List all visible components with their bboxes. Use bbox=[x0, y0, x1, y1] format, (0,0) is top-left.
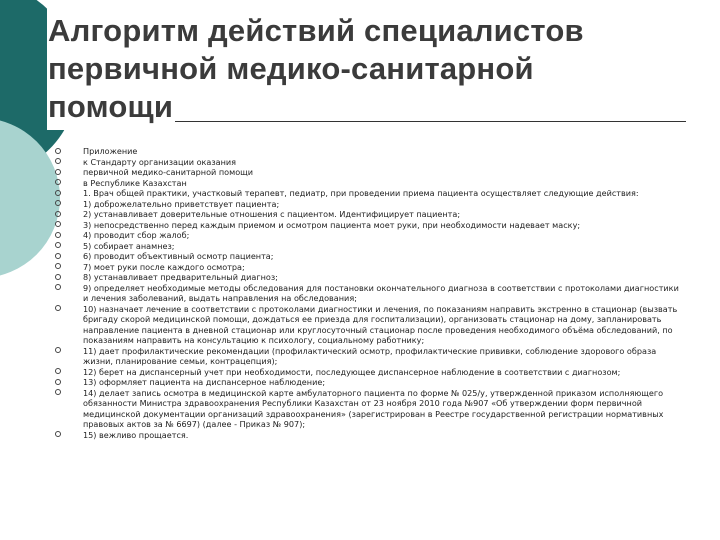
bullet-icon bbox=[55, 379, 61, 385]
bullet-icon bbox=[55, 190, 61, 196]
bullet-icon bbox=[55, 368, 61, 374]
bullet-icon bbox=[55, 253, 61, 259]
list-item: 7) моет руки после каждого осмотра; bbox=[50, 262, 682, 273]
list-item: в Республике Казахстан bbox=[50, 178, 682, 189]
list-item: 12) берет на диспансерный учет при необходимости, последующее диспансерное наблюдение в соответствии с диагнозом; bbox=[50, 367, 682, 378]
list-item: 3) непосредственно перед каждым приемом и осмотром пациента моет руки, при необходимости надевает маску; bbox=[50, 220, 682, 231]
list-item: первичной медико-санитарной помощи bbox=[50, 167, 682, 178]
bullet-icon bbox=[55, 169, 61, 175]
bullet-icon bbox=[55, 305, 61, 311]
list-item: 2) устанавливает доверительные отношения с пациентом. Идентифицирует пациента; bbox=[50, 209, 682, 220]
bullet-icon bbox=[55, 263, 61, 269]
slide-title bbox=[48, 12, 688, 126]
list-item: к Стандарту организации оказания bbox=[50, 157, 682, 168]
list-item: 15) вежливо прощается. bbox=[50, 430, 682, 441]
list-item: Приложение bbox=[50, 146, 682, 157]
slide-title-line-2: первичной медико-санитарной bbox=[48, 51, 534, 86]
bullet-icon bbox=[55, 274, 61, 280]
slide-title-line-3: помощи bbox=[48, 89, 174, 124]
bullet-icon bbox=[55, 221, 61, 227]
list-item: 4) проводит сбор жалоб; bbox=[50, 230, 682, 241]
bullet-icon bbox=[55, 179, 61, 185]
bullet-icon bbox=[55, 431, 61, 437]
bullet-icon bbox=[55, 389, 61, 395]
list-item: 5) собирает анамнез; bbox=[50, 241, 682, 252]
bullet-icon bbox=[55, 284, 61, 290]
list-item: 8) устанавливает предварительный диагноз; bbox=[50, 272, 682, 283]
list-item: 11) дает профилактические рекомендации (профилактический осмотр, профилактические прививки, соблюдение здорового образа жизни, планирование семьи, контрацепция); bbox=[50, 346, 682, 367]
list-item: 6) проводит объективный осмотр пациента; bbox=[50, 251, 682, 262]
bullet-icon bbox=[55, 200, 61, 206]
bullet-icon bbox=[55, 242, 61, 248]
bullet-icon bbox=[55, 211, 61, 217]
list-item: 1) доброжелательно приветствует пациента; bbox=[50, 199, 682, 210]
bullet-list bbox=[50, 146, 682, 440]
list-item: 14) делает запись осмотра в медицинской карте амбулаторного пациента по форме № 025/у, утвержденной приказом исполняющего обязанности Министра здравоохранения Республики Казахстан от 23 ноября 2010 года №907 «Об утверждении форм первичной медицинской документации организаций здравоохранения» (зарегистрирован в Реестре государственной регистрации нормативных правовых актов за № 6697) (далее - Приказ № 907); bbox=[50, 388, 682, 430]
list-item: 10) назначает лечение в соответствии с протоколами диагностики и лечения, по показаниям направить экстренно в стационар (вызвать бригаду скорой медицинской помощи, дождаться ее приезда для госпитализации), организовать стационар на дому, запланировать направление пациента в дневной стационар или круглосуточный стационар после проведения необходимого объёма обследований, по показаниям направить на консультацию к психологу, социальному работнику; bbox=[50, 304, 682, 346]
bullet-icon bbox=[55, 347, 61, 353]
list-item: 1. Врач общей практики, участковый терапевт, педиатр, при проведении приема пациента осуществляет следующие действия: bbox=[50, 188, 682, 199]
list-item: 13) оформляет пациента на диспансерное наблюдение; bbox=[50, 377, 682, 388]
bullet-icon bbox=[55, 148, 61, 154]
bullet-icon bbox=[55, 158, 61, 164]
list-item: 9) определяет необходимые методы обследования для постановки окончательного диагноза в соответствии с протоколами диагностики и лечения заболеваний, выдать направления на обследования; bbox=[50, 283, 682, 304]
slide-title-line-1: Алгоритм действий специалистов bbox=[48, 13, 584, 48]
title-underline bbox=[175, 121, 686, 122]
bullet-icon bbox=[55, 232, 61, 238]
